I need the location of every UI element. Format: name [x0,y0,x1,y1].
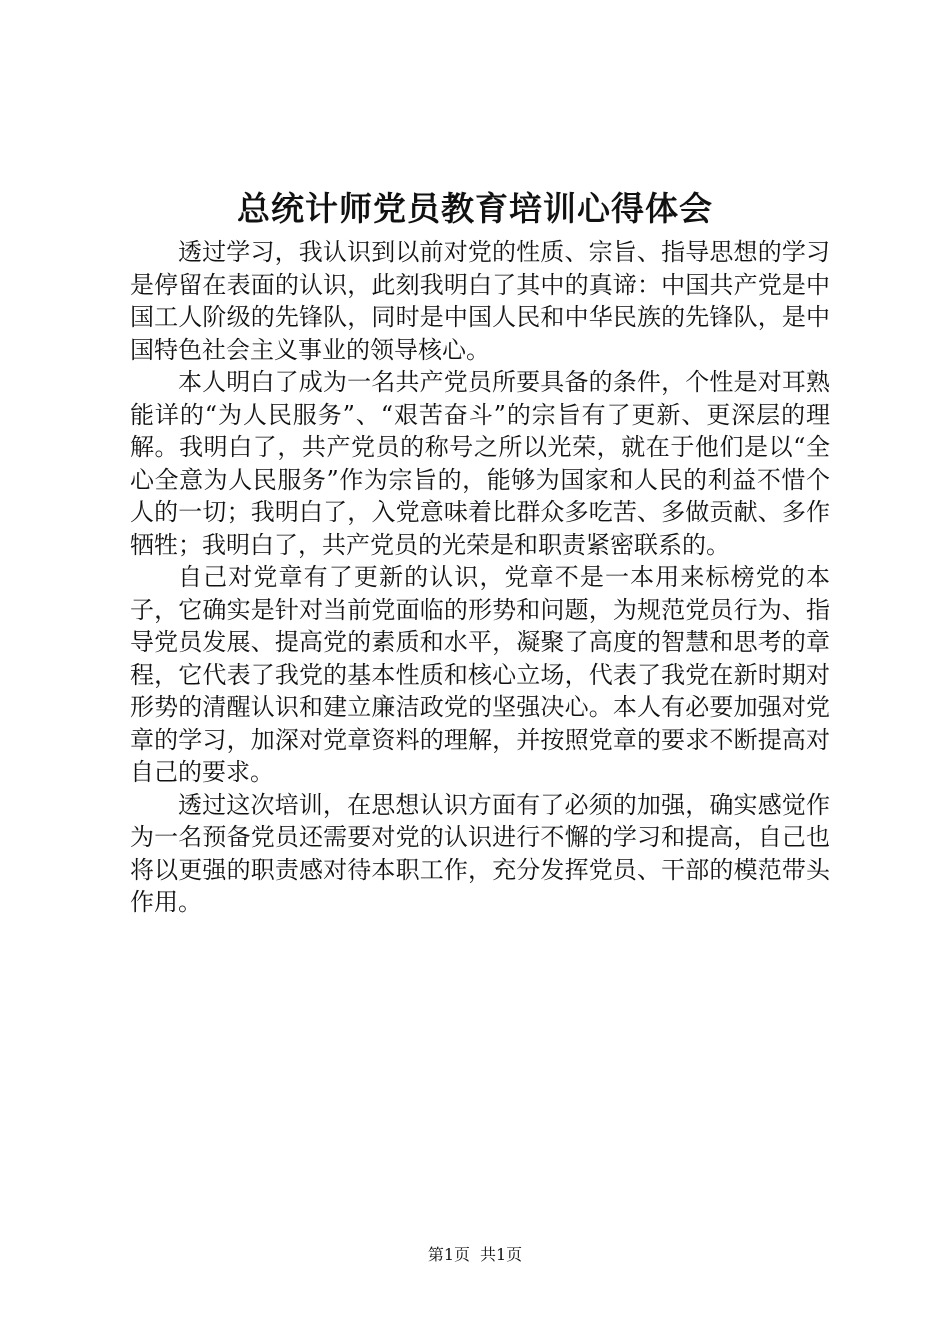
page-number-current: 第1页 [427,1245,470,1264]
page-number-total: 共1页 [480,1245,523,1264]
paragraph-3: 自己对党章有了更新的认识，党章不是一本用来标榜党的本子，它确实是针对当前党面临的形势和问题，为规范党员行为、指导党员发展、提高党的素质和水平，凝聚了高度的智慧和思考的章程，它代表了我党的基本性质和核心立场，代表了我党在新时期对形势的清醒认识和建立廉洁政党的坚强决心。本人有必要加强对党章的学习，加深对党章资料的理解，并按照党章的要求不断提高对自己的要求。 [130,563,830,786]
page-footer [0,1244,950,1266]
document-title: 总统计师党员教育培训心得体会 [237,189,713,228]
paragraph-1: 透过学习，我认识到以前对党的性质、宗旨、指导思想的学习是停留在表面的认识，此刻我明白了其中的真谛：中国共产党是中国工人阶级的先锋队，同时是中国人民和中华民族的先锋队，是中国特色社会主义事业的领导核心。 [130,238,830,364]
paragraph-4: 透过这次培训，在思想认识方面有了必须的加强，确实感觉作为一名预备党员还需要对党的认识进行不懈的学习和提高，自己也将以更强的职责感对待本职工作，充分发挥党员、干部的模范带头作用。 [130,790,830,916]
paragraph-2: 本人明白了成为一名共产党员所要具备的条件，个性是对耳熟能详的“为人民服务”、“艰苦奋斗”的宗旨有了更新、更深层的理解。我明白了，共产党员的称号之所以光荣，就在于他们是以“全心全意为人民服务”作为宗旨的，能够为国家和人民的利益不惜个人的一切；我明白了，入党意味着比群众多吃苦、多做贡献、多作牺牲；我明白了，共产党员的光荣是和职责紧密联系的。 [130,368,830,559]
document-body [130,236,830,919]
